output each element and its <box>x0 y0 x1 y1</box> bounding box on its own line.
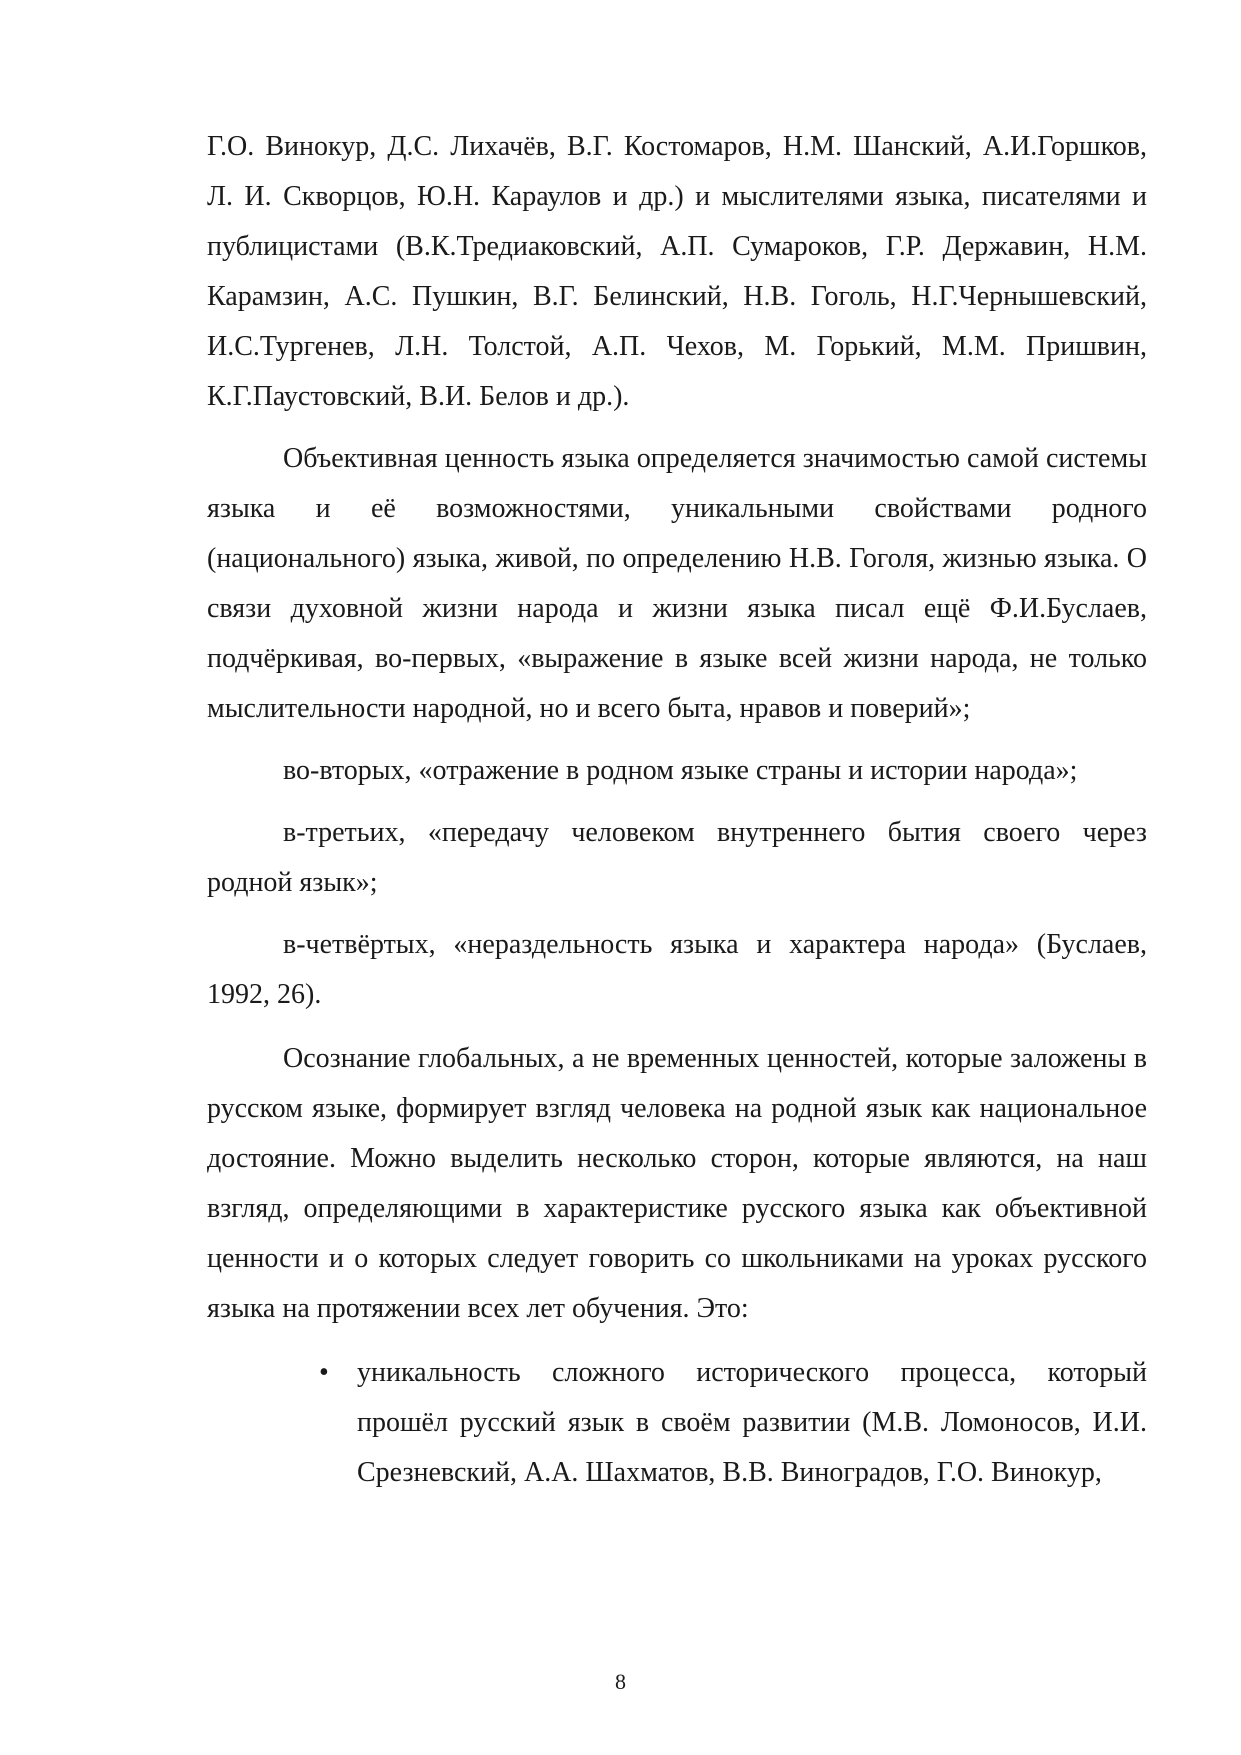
bullet-icon: • <box>319 1357 329 1388</box>
paragraph-continuation: Г.О. Винокур, Д.С. Лихачёв, В.Г. Костомаров, Н.М. Шанский, А.И.Горшков, Л. И. Скворцов, Ю.Н. Караулов и др.) и мыслителями языка, писателями и публицистами (В.К.Тредиаковский, А.П. Сумароков, Г.Р. Державин, Н.М. Карамзин, А.С. Пушкин, В.Г. Белинский, Н.В. Гоголь, Н.Г.Чернышевский, И.С.Тургенев, Л.Н. Толстой, А.П. Чехов, М. Горький, М.М. Пришвин, К.Г.Паустовский, В.И. Белов и др.). <box>207 131 1147 412</box>
list-item <box>207 1348 1147 1498</box>
paragraph-second-point: во-вторых, «отражение в родном языке страны и истории народа»; <box>283 755 1078 786</box>
paragraph-third-point: в-третьих, «передачу человеком внутреннего бытия своего через родной язык»; <box>207 817 1147 898</box>
document-page <box>207 122 1147 1498</box>
paragraph-fourth-point: в-четвёртых, «нераздельность языка и характера народа» (Буслаев, 1992, 26). <box>207 929 1147 1010</box>
paragraph-awareness: Осознание глобальных, а не временных ценностей, которые заложены в русском языке, формирует взгляд человека на родной язык как национальное достояние. Можно выделить несколько сторон, которые являются, на наш взгляд, определяющими в характеристике русского языка как объективной ценности и о которых следует говорить со школьниками на уроках русского языка на протяжении всех лет обучения. Это: <box>207 1043 1147 1324</box>
bullet-list <box>207 1348 1147 1498</box>
paragraph-objective-value: Объективная ценность языка определяется значимостью самой системы языка и её возможностями, уникальными свойствами родного (национального) языка, живой, по определению Н.В. Гоголя, жизнью языка. О связи духовной жизни народа и жизни языка писал ещё Ф.И.Буслаев, подчёркивая, во-первых, «выражение в языке всей жизни народа, не только мыслительности народной, но и всего быта, нравов и поверий»; <box>207 443 1147 724</box>
list-item-text: уникальность сложного исторического процесса, который прошёл русский язык в своём развитии (М.В. Ломоносов, И.И. Срезневский, А.А. Шахматов, В.В. Виноградов, Г.О. Винокур, <box>357 1357 1147 1488</box>
page-number: 8 <box>615 1669 626 1694</box>
